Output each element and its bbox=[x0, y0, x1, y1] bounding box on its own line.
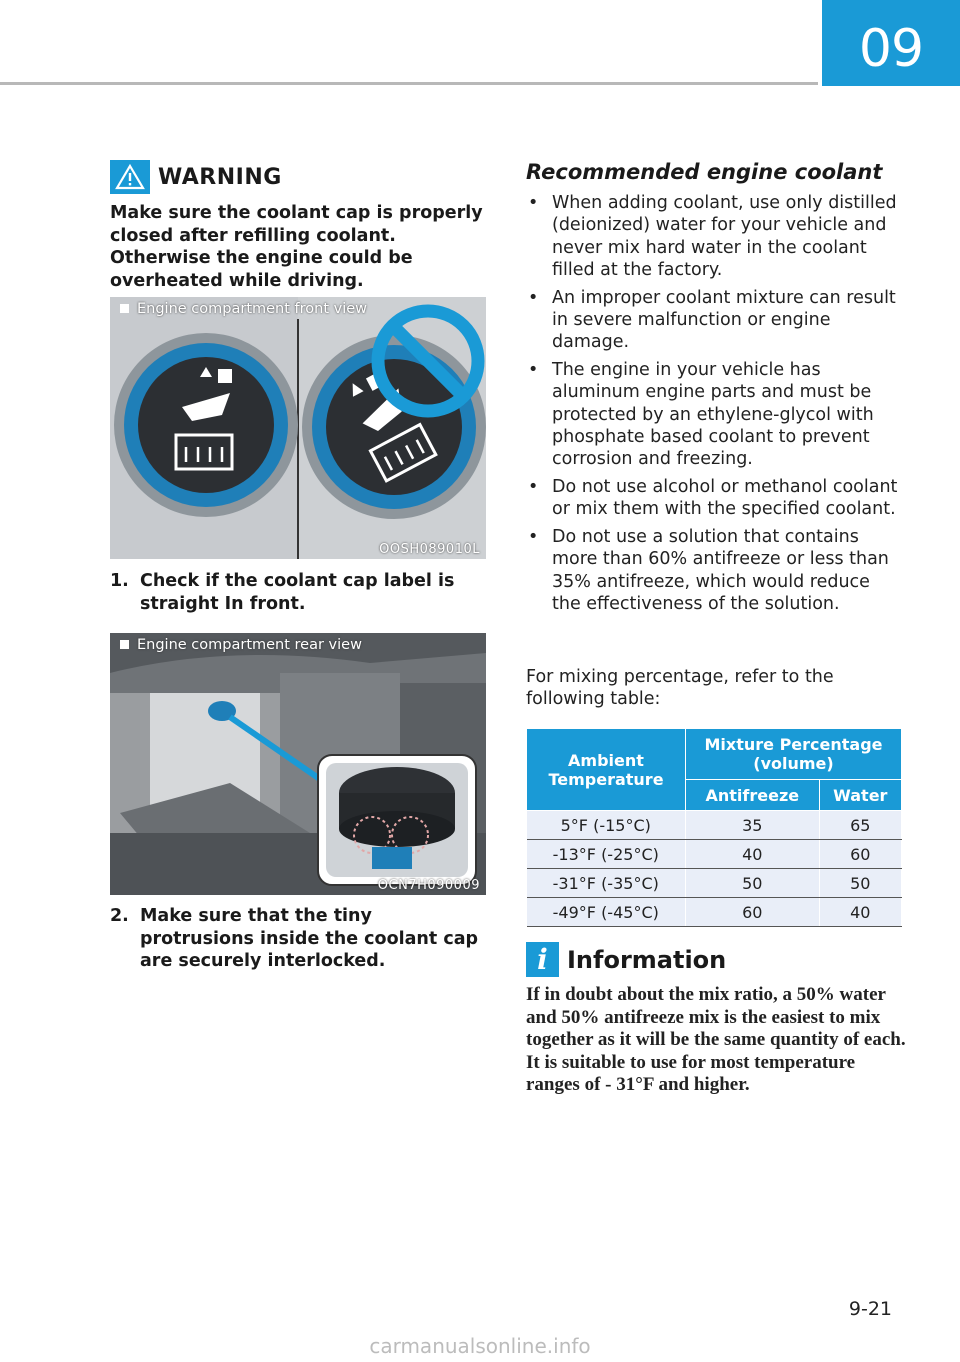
warning-text: Make sure the coolant cap is properly closed after refilling coolant. Otherwise the engine could be overheated while driving. bbox=[110, 203, 483, 291]
water-cell: 65 bbox=[819, 811, 901, 840]
figure-code: OOSH089010L bbox=[379, 542, 480, 557]
warning-heading bbox=[110, 160, 282, 194]
header-rule bbox=[0, 82, 818, 85]
figure-front-view bbox=[110, 297, 486, 559]
step-text: Make sure that the tiny protrusions inside the coolant cap are securely interlocked. bbox=[140, 906, 479, 971]
water-cell: 40 bbox=[819, 898, 901, 927]
bullet-item: • Do not use alcohol or methanol coolant or mix them with the specified coolant. bbox=[526, 476, 904, 521]
antifreeze-cell: 50 bbox=[686, 869, 820, 898]
watermark: carmanualsonline.info bbox=[369, 1334, 591, 1358]
mixing-intro: For mixing percentage, refer to the following table: bbox=[526, 667, 834, 710]
antifreeze-cell: 35 bbox=[686, 811, 820, 840]
warning-triangle-icon bbox=[110, 160, 150, 194]
info-icon: i bbox=[526, 942, 559, 977]
chapter-tab: 09 bbox=[822, 0, 960, 86]
antifreeze-cell: 60 bbox=[686, 898, 820, 927]
water-cell: 60 bbox=[819, 840, 901, 869]
page-number: 9-21 bbox=[848, 1298, 892, 1320]
temperature-cell: 5°F (-15°C) bbox=[527, 811, 686, 840]
table-row bbox=[527, 898, 902, 927]
coolant-mixture-table bbox=[526, 728, 902, 927]
information-text: If in doubt about the mix ratio, a 50% water and 50% antifreeze mix is the easiest to mix together as it will be the same quantity of each. It is suitable to use for most temperature ranges of - 31°F and higher. bbox=[526, 984, 906, 1095]
column-header-water: Water bbox=[819, 780, 901, 811]
step-number: 2. bbox=[110, 906, 129, 926]
engine-bay-illustration bbox=[110, 633, 486, 895]
step-text: Check if the coolant cap label is straight In front. bbox=[140, 571, 455, 614]
table-row bbox=[527, 811, 902, 840]
bullet-item: • An improper coolant mixture can result in severe malfunction or engine damage. bbox=[526, 287, 904, 354]
figure-caption: Engine compartment rear view bbox=[120, 637, 362, 653]
column-header-temperature: Ambient Temperature bbox=[527, 729, 686, 811]
water-cell: 50 bbox=[819, 869, 901, 898]
section-heading: Recommended engine coolant bbox=[526, 160, 883, 184]
table-row bbox=[527, 840, 902, 869]
column-header-mixture: Mixture Percentage (volume) bbox=[686, 729, 902, 780]
figure-code: OCN7H090009 bbox=[377, 878, 480, 893]
bullet-item: • The engine in your vehicle has aluminum engine parts and must be protected by an ethylene-glycol with phosphate based coolant to prevent corrosion and freezing. bbox=[526, 359, 904, 471]
figure-rear-view bbox=[110, 633, 486, 895]
warning-title: WARNING bbox=[158, 164, 282, 190]
information-title: Information bbox=[567, 945, 727, 974]
step-1 bbox=[110, 570, 490, 615]
temperature-cell: -49°F (-45°C) bbox=[527, 898, 686, 927]
temperature-cell: -13°F (-25°C) bbox=[527, 840, 686, 869]
column-header-antifreeze: Antifreeze bbox=[686, 780, 820, 811]
temperature-cell: -31°F (-35°C) bbox=[527, 869, 686, 898]
step-number: 1. bbox=[110, 571, 129, 591]
antifreeze-cell: 40 bbox=[686, 840, 820, 869]
table-row bbox=[527, 869, 902, 898]
coolant-bullet-list bbox=[526, 192, 904, 620]
step-2 bbox=[110, 905, 490, 973]
bullet-item: • When adding coolant, use only distilled (deionized) water for your vehicle and never mix hard water in the coolant filled at the factory. bbox=[526, 192, 904, 282]
bullet-item: • Do not use a solution that contains more than 60% antifreeze or less than 35% antifreeze, which would reduce the effectiveness of the solution. bbox=[526, 526, 904, 616]
figure-caption: Engine compartment front view bbox=[120, 301, 367, 317]
information-heading bbox=[526, 942, 726, 977]
coolant-cap-illustration bbox=[110, 297, 486, 559]
